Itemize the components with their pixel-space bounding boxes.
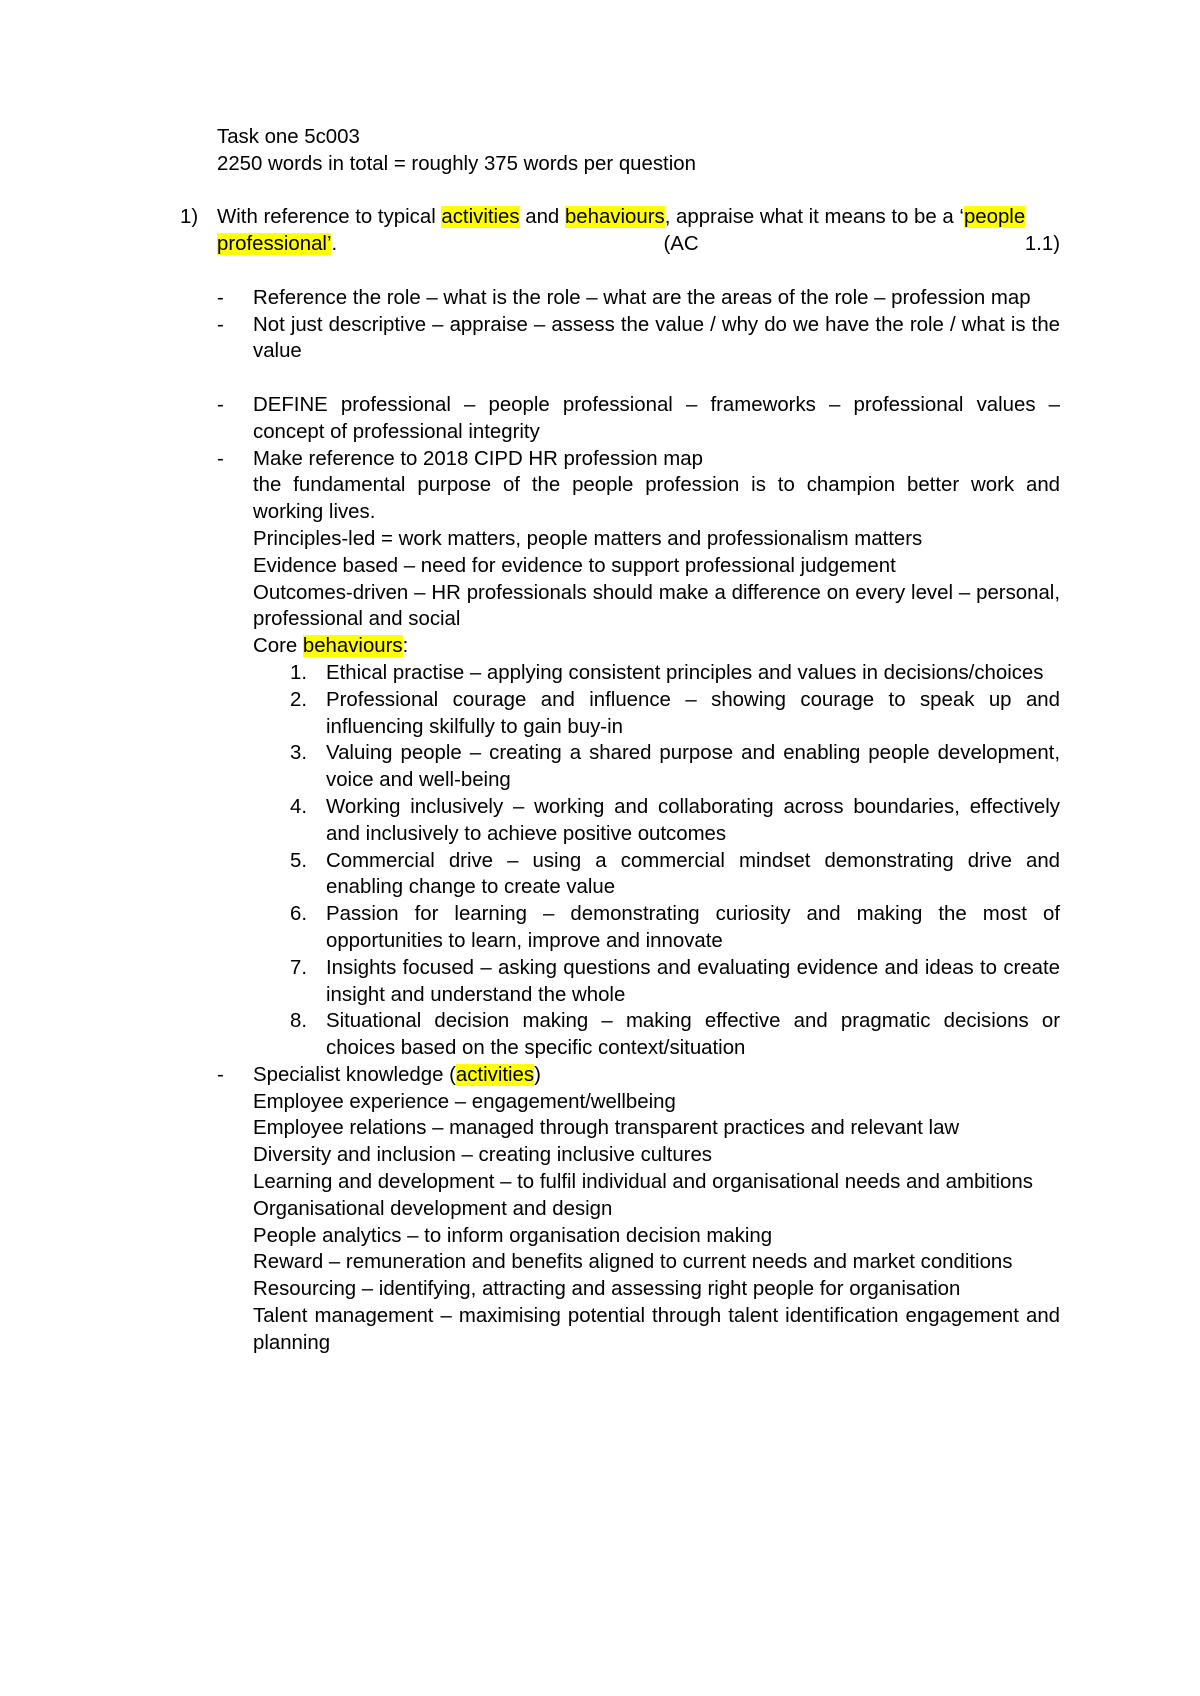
specialist-prefix: Specialist knowledge (: [253, 1063, 456, 1086]
highlight-activities: activities: [441, 206, 520, 229]
specialist-heading: [253, 1062, 1060, 1089]
specialist-item: People analytics – to inform organisation decision making: [253, 1224, 773, 1247]
core-behaviour-item: [290, 848, 1060, 902]
spacer: [217, 178, 1060, 205]
core-behaviour-number: 8.: [290, 1010, 308, 1033]
cipd-purpose: the fundamental purpose of the people profession is to champion better work and working lives.: [253, 474, 1060, 524]
bullet-text: Make reference to 2018 CIPD HR profession map: [253, 447, 703, 470]
document-page: [180, 124, 1060, 1357]
bullet-item: [217, 446, 1060, 660]
core-behaviour-item: [290, 955, 1060, 1009]
specialist-item: Learning and development – to fulfil individual and organisational needs and ambitions: [253, 1171, 1033, 1194]
question-number: 1): [180, 206, 199, 229]
document-title: Task one 5c003: [217, 126, 360, 148]
bullet-dash: -: [217, 393, 224, 416]
core-behaviour-text: Insights focused – asking questions and evaluating evidence and ideas to create insight and understand the whole: [326, 956, 1060, 1006]
question-text: [217, 204, 1060, 231]
bullet-text: Reference the role – what is the role – what are the areas of the role – profession map: [253, 286, 1031, 309]
question-text-part: .: [331, 233, 338, 256]
specialist-item: Diversity and inclusion – creating inclusive cultures: [253, 1144, 712, 1167]
bullet-text: DEFINE professional – people professional – frameworks – professional values – concept of professional integrity: [253, 393, 1060, 443]
core-behaviours-heading: [253, 633, 1060, 660]
core-behaviour-text: Passion for learning – demonstrating curiosity and making the most of opportunities to learn, improve and innovate: [326, 903, 1060, 952]
bullet-text: Not just descriptive – appraise – assess the value / why do we have the role / what is the value: [253, 313, 1060, 363]
question-text-end: [217, 231, 337, 258]
spacer: [217, 258, 1060, 285]
core-behaviour-text: Situational decision making – making effective and pragmatic decisions or choices based on the specific context/situation: [326, 1010, 1060, 1060]
core-behaviour-item: [290, 740, 1060, 794]
highlight-behaviours: behaviours: [564, 206, 665, 229]
specialist-item: Organisational development and design: [253, 1197, 613, 1220]
core-behaviour-number: 3.: [290, 742, 308, 765]
word-count-note: 2250 words in total = roughly 375 words per question: [217, 152, 696, 175]
core-behaviour-text: Ethical practise – applying consistent principles and values in decisions/choices: [326, 661, 1044, 684]
bullet-item: [217, 1062, 1060, 1357]
highlight-professional: professional’: [217, 233, 332, 256]
highlight-people: people: [963, 206, 1026, 229]
core-behaviour-text: Working inclusively – working and collaborating across boundaries, effectively and inclusively to achieve positive outcomes: [326, 795, 1060, 845]
core-behaviour-text: Professional courage and influence – showing courage to speak up and influencing skilfully to gain buy-in: [326, 688, 1060, 738]
question-text-part: , appraise what it means to be a ‘: [664, 206, 964, 229]
bullet-item: [217, 312, 1060, 366]
core-prefix: Core: [253, 635, 303, 658]
core-suffix: :: [402, 635, 409, 658]
core-behaviour-item: [290, 1008, 1060, 1062]
core-behaviour-number: 7.: [290, 956, 308, 979]
specialist-item: Resourcing – identifying, attracting and assessing right people for organisation: [253, 1278, 961, 1301]
core-behaviour-item: [290, 660, 1060, 687]
specialist-suffix: ): [534, 1063, 541, 1086]
bullet-item: [217, 285, 1060, 312]
bullet-dash: -: [217, 1063, 224, 1086]
highlight-behaviours: behaviours: [302, 635, 403, 658]
question-text-line-2: [217, 231, 1060, 258]
assessment-criteria-label: (AC: [663, 233, 699, 256]
core-behaviour-number: 6.: [290, 903, 308, 926]
core-behaviour-number: 4.: [290, 795, 308, 818]
question-text-part: With reference to typical: [217, 206, 442, 229]
cipd-principles: Principles-led = work matters, people matters and professionalism matters: [253, 527, 923, 550]
core-behaviour-number: 2.: [290, 688, 308, 711]
specialist-item: Employee experience – engagement/wellbeing: [253, 1090, 676, 1113]
spacer: [217, 365, 1060, 392]
core-behaviour-text: Valuing people – creating a shared purpose and enabling people development, voice and well-being: [326, 742, 1060, 792]
core-behaviour-text: Commercial drive – using a commercial mindset demonstrating drive and enabling change to create value: [326, 849, 1060, 899]
core-behaviour-number: 1.: [290, 661, 308, 684]
cipd-evidence: Evidence based – need for evidence to support professional judgement: [253, 554, 896, 577]
core-behaviour-item: [290, 794, 1060, 848]
core-behaviour-item: [290, 901, 1060, 955]
cipd-outcomes: Outcomes-driven – HR professionals should make a difference on every level – personal, professional and social: [253, 581, 1060, 631]
specialist-item: Talent management – maximising potential through talent identification engagement and planning: [253, 1305, 1060, 1354]
bullet-dash: -: [217, 313, 224, 336]
question-1: [180, 204, 1060, 258]
bullet-dash: -: [217, 447, 224, 470]
question-text-part: and: [519, 206, 565, 229]
core-behaviour-number: 5.: [290, 849, 308, 872]
specialist-item: Reward – remuneration and benefits aligned to current needs and market conditions: [253, 1251, 1013, 1274]
specialist-item: Employee relations – managed through transparent practices and relevant law: [253, 1117, 960, 1140]
highlight-activities: activities: [455, 1063, 535, 1086]
core-behaviour-item: [290, 687, 1060, 741]
bullet-dash: -: [217, 286, 224, 309]
assessment-criteria-number: 1.1): [1024, 233, 1060, 256]
bullet-item: [217, 392, 1060, 446]
